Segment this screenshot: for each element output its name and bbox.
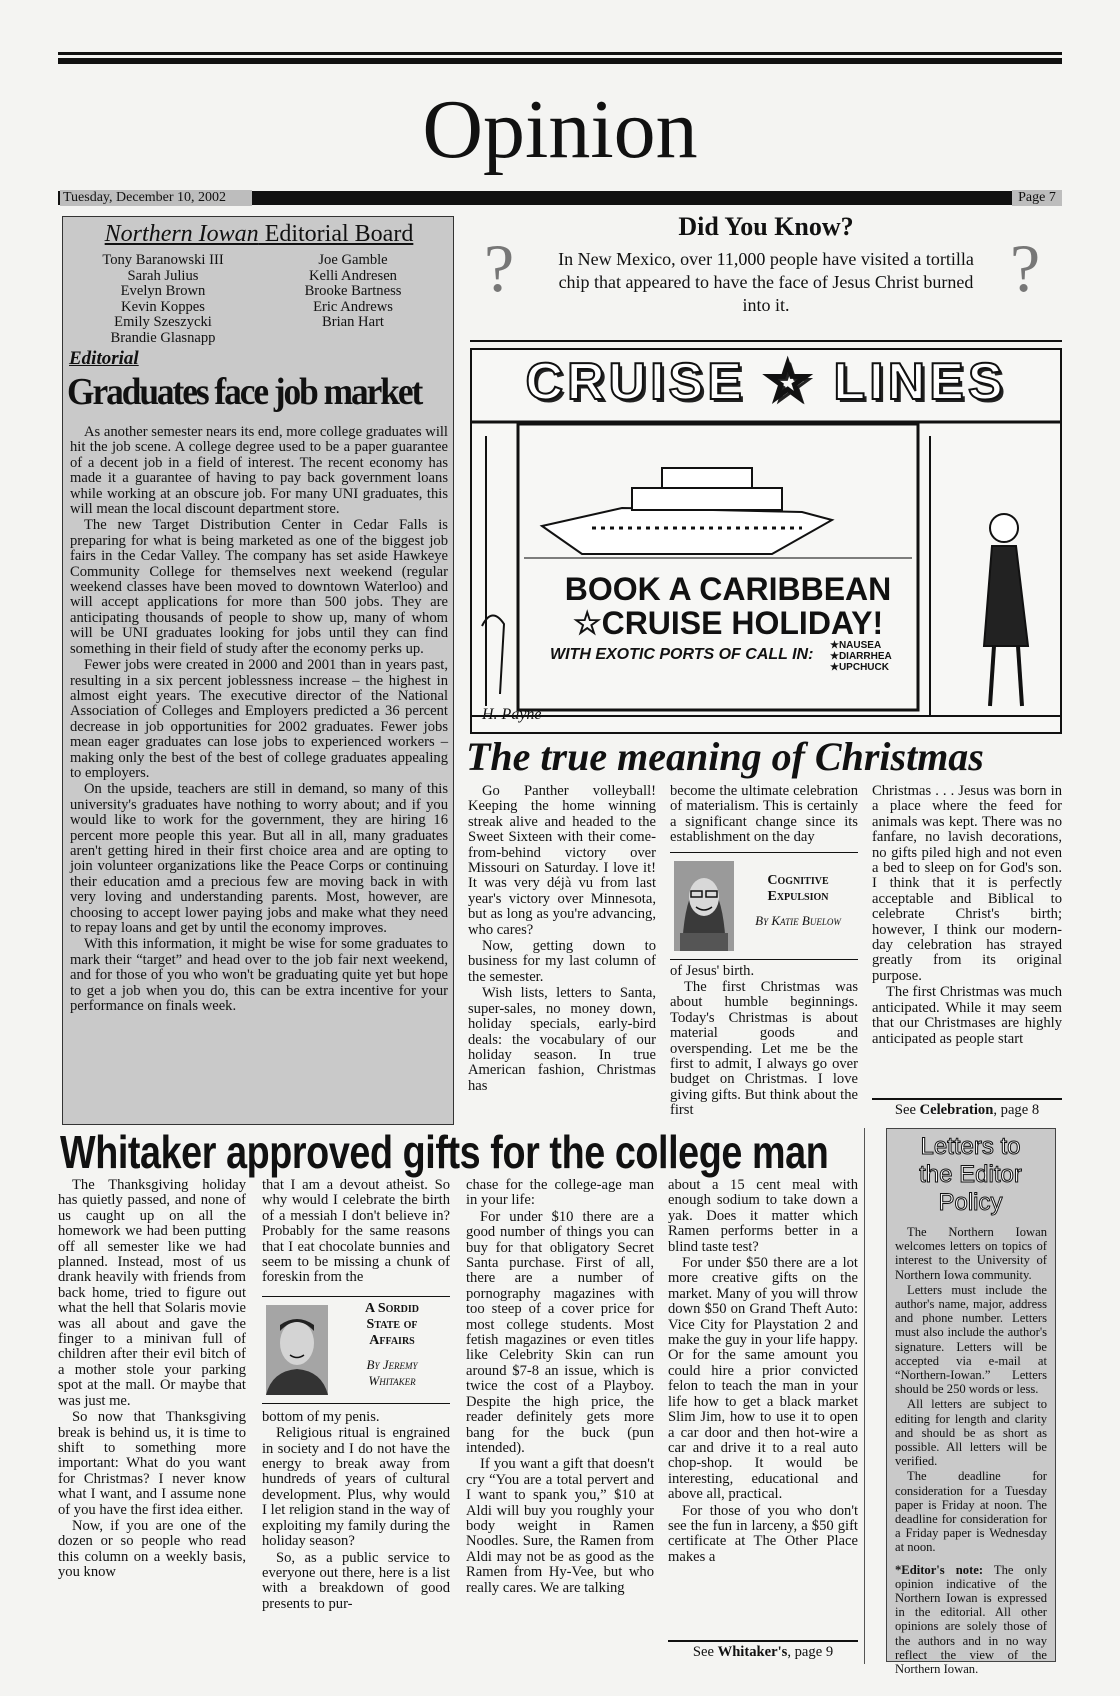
cartoon-title: CRUISE ☆ LINES (525, 353, 1007, 411)
section-title: Opinion (422, 83, 698, 176)
cartoon-tagline: WITH EXOTIC PORTS OF CALL IN: (550, 646, 814, 663)
did-you-know-text: In New Mexico, over 11,000 people have visited a tortilla chip that appeared to have the face of Jesus Christ burned into it. (558, 249, 974, 315)
whitaker-headline: Whitaker approved gifts for the college man (60, 1126, 829, 1178)
whitaker-paragraph: Religious ritual is engrained in society and I do not have the energy to break away from hundreds of years of cultural development. Plus, why would I let religion stand in the way of exploiting my family during the holiday season? (262, 1425, 450, 1550)
board-members-right (263, 253, 443, 331)
jump-target: Whitaker's (717, 1644, 788, 1660)
christmas-jump-link[interactable] (872, 1102, 1062, 1120)
column-name-line: Expulsion (767, 888, 829, 904)
column-name-line: Affairs (369, 1332, 415, 1348)
whitaker-paragraph: So now that Thanksgiving break is behind us, it is time to shift to something more important: What do you want for Christmas? I never know what I want, and I assume none of you have the first idea either. (58, 1409, 246, 1518)
editorial-paragraph: As another semester nears its end, more college graduates will hit the job scene. A college degree used to be a paper guarantee of a decent job in a field of interest. The recent economy has made it a guarantee of having to pay back government loans while working at an obscure job. For many UNI graduates, this will mean the local discount department store. (70, 424, 448, 518)
board-title-italic: Northern Iowan (104, 221, 259, 247)
column-byline: By Katie Buelow (755, 912, 841, 928)
whitaker-jump-link[interactable] (668, 1644, 858, 1662)
whitaker-paragraph: For under $10 there are a good number of things you can buy for that obligatory Secret Santa purchase. First of all, there are a number of pornography magazines with too steep of a cover price for most college students. Most fetish magazines or even titles like Celebrity Skin can run around $7-8 an issue, which is twice the cost of a Playboy. Despite the high price, the reader definitely gets more bang for the buck (pun intended). (466, 1208, 654, 1456)
editorial-paragraph: The new Target Distribution Center in Cedar Falls is preparing for what is being marketed as one of the biggest job fairs in the Cedar Valley. The company has set aside Hawkeye Community College for themselves next weekend (regular weekend classes have been moved to downtown Waterloo) and will accept applications for more than 500 jobs. They are anticipating thousands of people to show up, many of whom will be UNI graduates looking for jobs until they can find something in their field of study after the economy perks up. (70, 517, 448, 657)
whitaker-col3 (466, 1178, 654, 1662)
letters-paragraph: All letters are subject to editing for length and clarity and should be as short as possible. All letters will be verified. (895, 1397, 1047, 1469)
question-mark-left-icon: ? (484, 230, 515, 306)
column-divider (864, 1128, 865, 1664)
column-byline-line: Whitaker (368, 1372, 416, 1388)
jump-suffix: , page 8 (993, 1102, 1040, 1118)
editors-note-label: *Editor's note: (895, 1562, 984, 1577)
editorial-label: Editorial (69, 348, 139, 369)
christmas-headline: The true meaning of Christmas (466, 734, 984, 779)
jump-target: Celebration (919, 1102, 994, 1118)
ship-deck (632, 488, 782, 510)
board-members-left (73, 253, 253, 346)
column-name (336, 1301, 448, 1349)
christmas-col3 (872, 784, 1062, 1100)
letters-paragraph: Letters must include the author's name, major, address and phone number. Letters must also include the author's signature. Letters will be accepted via e-mail at “Northern-Iowan.” Letters should be 250 words or less. (895, 1282, 1047, 1397)
board-member: Tony Baranowski III (102, 252, 224, 268)
editorial-body (70, 425, 448, 1015)
sordid-state-header (262, 1296, 450, 1404)
editorial-paragraph: Fewer jobs were created in 2000 and 2001 than in years past, resulting in a six percent joblessness increase – the highest in almost eight years. The executive director of the National Association of Colleges and Employers predicted a 36 percent decrease in job opportunities for 2002 graduates. Fewer jobs mean eager graduates can lose jobs to experienced workers – making only the best of the best of college graduates appealing to employers. (70, 657, 448, 781)
letters-policy-box (886, 1128, 1056, 1677)
man-leg-left (990, 646, 994, 706)
page-number: Page 7 (1012, 190, 1062, 206)
column-byline-line: By Jeremy (366, 1356, 418, 1372)
editors-note (895, 1563, 1047, 1677)
whitaker-paragraph: So, as a public service to everyone out there, here is a list with a breakdown of good presents to pur- (262, 1549, 450, 1612)
whitaker-col4 (668, 1178, 858, 1638)
whitaker-jump-rule (668, 1640, 858, 1642)
man-leg-right (1018, 646, 1022, 706)
whitaker-paragraph: bottom of my penis. (262, 1408, 380, 1425)
whitaker-paragraph: about a 15 cent meal with enough sodium to take down a yak. Does it matter which Ramen performs better in a blind taste test? (668, 1177, 858, 1255)
cartoon-headline-line1: BOOK A CARIBBEAN (564, 571, 892, 607)
letters-policy-body (895, 1225, 1047, 1676)
christmas-paragraph: Wish lists, letters to Santa, super-sales, no money down, holiday specials, early-bird deals: the vocabulary of our holiday season. In true American fashion, Christmas has (468, 985, 656, 1094)
christmas-paragraph: Go Panther volleyball! Keeping the home winning streak alive and headed to the Sweet Sixteen with their come-from-behind victory over Missouri on Saturday. I love it! It was very déjà vu from last year's victory over Minnesota, but as long as you're advancing, who cares? (468, 783, 656, 938)
whitaker-paragraph: If you want a gift that doesn't cry “You are a total pervert and I want to spank you,” $10 at Aldi will buy you roughly your body weight in Ramen Noodles. Sure, the Ramen from Aldi may not be as good as the Ramen from Hy-Vee, but who really cares. We are talking (466, 1456, 654, 1596)
question-mark-right-icon: ? (1010, 230, 1041, 306)
christmas-jump-rule (872, 1098, 1062, 1100)
letters-paragraph: The deadline for consideration for a Tuesday paper is Friday at noon. The deadline for consideration for a Friday paper is Wednesday at noon. (895, 1469, 1047, 1555)
whitaker-col2 (262, 1178, 450, 1662)
christmas-paragraph: become the ultimate celebration of materialism. This is certainly a significant change since its establishment on the day (670, 783, 858, 846)
board-member: Joe Gamble (318, 252, 388, 268)
cartoon-headline-line2: ☆CRUISE HOLIDAY! (572, 605, 884, 641)
column-byline (336, 1357, 448, 1389)
christmas-paragraph: Now, getting down to business for my last column of the semester. (468, 938, 656, 985)
letters-policy-title (887, 1133, 1054, 1217)
whitaker-paragraph: Now, if you are one of the dozen or so people who read this column on a weekly basis, you know (58, 1517, 246, 1581)
did-you-know-title: Did You Know? (678, 212, 854, 241)
column-name-line: Cognitive (767, 872, 829, 888)
board-member: Sarah Julius (127, 267, 199, 284)
board-member: Eric Andrews (313, 298, 393, 315)
column-name (742, 873, 854, 905)
board-member: Emily Szeszycki (114, 314, 212, 330)
christmas-paragraph: Christmas . . . Jesus was born in a place where the feed for animals was kept. There was no fanfare, no lavish decorations, no gifts piled high and not even a bed to sleep on for God's son. I think that it is perfectly acceptable and Biblical to celebrate Christ's birth; however, I think our modern-day celebration has strayed greatly from its original purpose. (872, 783, 1062, 984)
letters-title-line: Letters to (920, 1133, 1021, 1160)
did-you-know-box (470, 214, 1062, 330)
cartoon-port: ★DIARRHEA (830, 651, 892, 662)
issue-date: Tuesday, December 10, 2002 (60, 190, 252, 206)
christmas-paragraph: of Jesus' birth. (670, 962, 755, 979)
man-head (990, 514, 1018, 542)
did-you-know-rule (470, 340, 1062, 342)
cartoon-signature: H. Payne (482, 706, 542, 723)
author-photo-whitaker (266, 1305, 328, 1395)
top-rule-thin (58, 52, 1062, 55)
board-member: Kelli Andresen (309, 267, 397, 284)
cartoon-ports (830, 640, 892, 673)
christmas-col2 (670, 784, 858, 1124)
board-member: Kevin Koppes (121, 298, 205, 315)
letters-title-line: Policy (938, 1189, 1003, 1216)
editorial-headline: Graduates face job market (67, 371, 422, 413)
column-name-line: State of (366, 1316, 418, 1332)
cartoon-port: ★NAUSEA (830, 640, 882, 651)
cruise-cartoon (470, 348, 1062, 734)
ship-bridge (662, 468, 752, 488)
editorial-board-title (63, 220, 455, 248)
whitaker-paragraph: chase for the college-age man in your life: (466, 1177, 654, 1209)
whitaker-paragraph: The Thanksgiving holiday has quietly passed, and none of us caught up on all the homework we had been putting off all semester like we had planned. Instead, most of us drank heavily with friends from back home, tried to figure out what the hell that Solaris movie was all about and gave the finger to a minivan full of children after their evil bitch of a mother stole your parking spot at the mall. Or maybe that was just me. (58, 1177, 246, 1409)
christmas-paragraph: The first Christmas was much anticipated. While it may seem that our Christmases are highly anticipated as people start (872, 984, 1062, 1047)
jump-prefix: See (692, 1644, 718, 1660)
letters-paragraph: The Northern Iowan welcomes letters on topics of interest to the University of Northern Iowa community. (895, 1225, 1047, 1282)
board-member: Brooke Bartness (304, 283, 402, 299)
letters-title-line: the Editor (919, 1161, 1022, 1188)
whitaker-col1 (58, 1178, 246, 1662)
whitaker-paragraph: For those of you who don't see the fun in larceny, a $50 gift certificate at The Other Place makes a (668, 1502, 858, 1565)
board-member: Brian Hart (321, 314, 384, 330)
ship-hull (542, 508, 832, 554)
editorial-box (62, 216, 454, 1125)
cartoon-port: ★UPCHUCK (830, 662, 889, 673)
author-photo-buelow (674, 861, 734, 951)
column-name-line: A Sordid (365, 1300, 419, 1316)
board-member: Brandie Glasnapp (110, 329, 216, 346)
christmas-paragraph: The first Christmas was about humble beginnings. Today's Christmas is about material goods and overspending. Let me be the first to admit, I always go over budget on Christmas. I love giving gifts. But think about the first (670, 979, 858, 1119)
board-title-rest: Editorial Board (258, 221, 414, 247)
christmas-col1 (468, 784, 656, 1124)
man-body (984, 546, 1028, 646)
jump-prefix: See (894, 1102, 920, 1118)
cognitive-expulsion-header (670, 852, 858, 960)
whitaker-paragraph: For under $50 there are a lot more creative gifts on the market. Many of you will throw down $50 on Grand Theft Auto: Vice City for Playstation 2 and make the guy in your life happy. Or for the same amount you could hire a prior convicted felon to teach the man in your life how to get a black market Slim Jim, how to use it to open a car door and then hot-wire a car and drive it to a real auto chop-shop. It would be interesting, educational and above all, practical. (668, 1255, 858, 1503)
board-member: Evelyn Brown (120, 283, 206, 299)
editorial-paragraph: On the upside, teachers are still in demand, so many of this university's graduates have nothing to worry about; and if you would like to work for the government, they are hiring 16 percent more people this year. But all in all, many graduates aren't getting hired in their first choice area and are opting to join volunteer organizations like the Peace Corps or continuing their education amd a precious few are moving back in with very loving and understanding parents. Most, however, are choosing to accept lower paying jobs and make what they need to repay loans and get by until the economy improves. (70, 781, 448, 936)
jump-suffix: , page 9 (787, 1644, 834, 1660)
whitaker-paragraph: that I am a devout atheist. So why would I celebrate the birth of a messiah I don't believe in? Probably for the same reasons that I eat chocolate bunnies and seem to be missing a chunk of foreskin from the (262, 1177, 450, 1286)
editorial-paragraph: With this information, it might be wise for some graduates to mark their “target” and head over to the job fair next weekend, and for those of you who won't be graduating quite yet but hope to get a job when you do, this can be extra incentive for your performance on finals week. (70, 936, 448, 1015)
editors-note-text: The only opinion indicative of the Northern Iowan is expressed in the editorial. All other opinions are solely those of the authors and in no way reflect the view of the Northern Iowan. (895, 1562, 1047, 1677)
top-rule-thick (58, 58, 1062, 64)
